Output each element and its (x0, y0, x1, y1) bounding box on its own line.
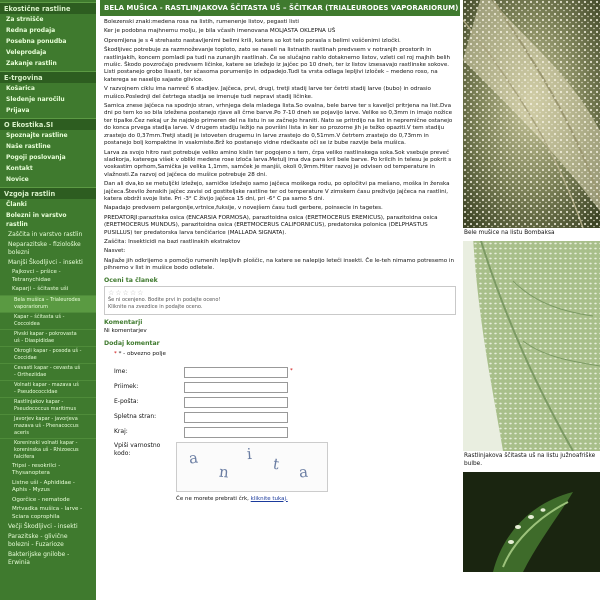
sidebar-leaf-active[interactable]: Bela mušica – Trialeurodes vaporariorum (0, 295, 96, 312)
article-paragraph: Škodljivec potrebuje za razmnoževanje toploto, zato se naseli na listnatih rastlinah predvsem v notranjih prostorih in rastlinjakih, koncem pomladi pa tudi na zunanjih rastlinah. Če se slučajno rahlo dotaknemo listov, vzleti cel roj majhih belih mušic. Škodo povzročajo predvsem ličinke, katere se izležejo iz jajčec po 10 dneh, ter iz listov izsesavajo rastlinske sokove. Listi postanejo grobo lisasti, ter sčasoma porumenijo in odpadejo.Tudi ta vrsta odlaga lepljivi izloček – medeno roso, na katerega se naselijo sajaste glivice. (104, 47, 451, 83)
name-input[interactable] (184, 367, 288, 378)
leaf-photo-image (463, 0, 600, 228)
article-paragraph: Najlaže jih odkrijemo s pomočjo rumenih lepljivih ploščic, na katere se nalepijo leteči insekti. Če le-teh nimamo potresemo in pihnemo v list in mušice bodo odletele. (104, 257, 455, 272)
article-paragraph: Ker je podobna majhnemu molju, je bila včasih imenovana MOLJASTA OKLEPNA UŠ (104, 28, 336, 35)
plant-bottom-photo (463, 472, 600, 572)
sidebar-section-title: Vzgoja rastlin (0, 187, 96, 199)
sidebar-section-title: E-trgovina (0, 71, 96, 83)
article-body (100, 16, 460, 503)
rating-text: Še ni ocenjeno. Bodite prvi in podajte oceno! (108, 297, 221, 303)
sidebar-subitem[interactable]: Bakterijske gnilobe - Erwinia (8, 551, 70, 566)
form-row (114, 380, 456, 395)
article-paragraph: V razvojnem ciklu ima namreč 6 stadijev. Jajčeca, prvi, drugi, tretji stadij larve ter četrti stadij larve (bubo) in odrasio mušico.Poslednji del četrtega stadija se imenuje tudi nepravi stadij ličinke. (104, 86, 431, 100)
plant-photo-image (463, 472, 600, 572)
sidebar-item[interactable]: Naše rastline (6, 143, 51, 150)
leaf-scale-photo-image (463, 241, 600, 451)
comments-heading: Komentarji (104, 319, 143, 326)
sidebar-item-contact[interactable]: Kontakt (6, 165, 33, 172)
captcha-letter: i (246, 444, 253, 463)
photo-column (463, 0, 600, 600)
main-content (100, 0, 460, 600)
article-paragraph: Opremljena je s 4 strehasto nastavljenimi belimi krili, katera so kot telo porasla s belimi voščenimi izločki. (104, 37, 401, 44)
website-label: Spletna stran: (114, 413, 157, 421)
scale-leaf-photo (463, 241, 600, 451)
city-input[interactable] (184, 427, 288, 438)
surname-label: Priimek: (114, 383, 139, 391)
captcha-label: Vpiši varnostno kodo: (114, 441, 161, 457)
required-asterisk: * (290, 368, 293, 375)
sidebar-subitem[interactable]: Zaščita in varstvo rastlin (8, 231, 83, 238)
sidebar-subsubitem[interactable]: Pajkovci – pršice - Tetranychidae (12, 269, 61, 283)
sidebar-item-articles[interactable]: Članki (6, 201, 27, 208)
email-input[interactable] (184, 397, 288, 408)
photo-caption: Bele mušice na listu Bombaksa (464, 230, 555, 236)
sidebar-leaf[interactable]: Rastlinjakov kapar - Pseudococcus maritimus (0, 397, 96, 414)
website-input[interactable] (184, 412, 288, 423)
sidebar-subitem[interactable]: Manjši Škodljivci - insekti (8, 259, 83, 266)
form-row (114, 410, 456, 425)
sidebar-subitem[interactable]: Neparazitske - fiziološke bolezni (8, 241, 81, 256)
sidebar-item-diseases[interactable]: Bolezni in varstvo rastlin (6, 212, 67, 228)
rating-stars[interactable]: ☆☆☆☆☆ (108, 289, 145, 297)
captcha-image (176, 442, 328, 492)
sidebar-leaf[interactable]: Volnati kapar - mazava uš - Pseudococcidae (0, 380, 96, 397)
photo-caption: Rastlinjakova ščitasta uš na listu južnoafriške bulbe. (464, 453, 596, 467)
sidebar-item[interactable]: Redna prodaja (6, 27, 56, 34)
sidebar-leaf[interactable]: Cevasti kapar - cevasta uš - Ortheziidae (0, 363, 96, 380)
form-row (114, 365, 456, 380)
sidebar-leaf[interactable]: Javorjev kapar - javorjeva mazava uš - Phenacoccus aceris (0, 414, 96, 438)
comments-empty: Ni komentarjev (104, 328, 147, 335)
sidebar-subitem[interactable]: Večji Škodljivci - insekti (8, 523, 78, 530)
sidebar-item[interactable]: Spoznajte rastline (6, 132, 68, 139)
page-title: BELA MUŠICA - RASTLINJAKOVA ŠČITASTA UŠ – ŠČITKAR (TRIALEURODES VAPORARIORUM) (100, 0, 460, 16)
sidebar-subsubitem[interactable]: Mrtvadka mušica - larve - Sciara coprophila (12, 506, 83, 520)
sidebar-item-login[interactable]: Prijava (6, 107, 30, 114)
captcha-letter: t (271, 454, 281, 474)
article-paragraph: Larva za svojo hitro rast potrebuje veliko amino kislin ter pogojeno s tem, črpa veliko rastlinskega soka.Sok vsebuje preveč sladkorja, katerega višek v obliki medene rose izloča larva.Metulj ima dva para kril bele barve. Po krilcih in telesu je pokrit s voskastim oprhom,Samička je velika 1,1mm, samček je manjši, okoli 0,9mm.Hiter razvoj je odvisen od temperature in vlažnosti.Za razvoj od jajčeca do mušice potrebuje 28 dni. (104, 149, 452, 178)
add-comment-heading: Dodaj komentar (104, 339, 160, 347)
sidebar-item-order-tracking[interactable]: Sledenje naročilu (6, 96, 65, 103)
whitefly-leaf-photo (463, 0, 600, 228)
form-row (114, 425, 456, 440)
name-label: Ime: (114, 368, 128, 376)
article-paragraph: PREDATORJI:parazitska osica (ENCARSIA FORMOSA), parazitoidna osica (ERETMOCERUS EREMICUS), parazitoidna osica (ERETMOCERUS MUNDUS), parazitoidna osica (ERETMOCERUS CALIFORNICUS), predatorska polonica (DELPHASTUS PUSILLUS) ter predatorska larva tenčičarice (MALLADA SIGNATA). (104, 214, 438, 236)
article-paragraph: Dan ali dva,ko se metuljčki izležejo, samičke izležejo samo jajčeca moškega rodu, po opločitvi pa mešano, moška in ženska jajčeca.Število ženskih jajčec zavisi od gostiteljske rastline ter od temperature V zimskem času preživijo jajčeca na rastlini, katera obdrži svoje liste. Pri -3° C živijo jajčeca 15 dni, pri -6° C pa samo 5 dni. (104, 181, 450, 202)
sidebar-item[interactable]: Posebna ponudba (6, 38, 67, 45)
sidebar-leaf[interactable]: Pivski kapar - pokrovasta uš - Diaspididae (0, 329, 96, 346)
sidebar-leaf[interactable]: Okrogli kapar - posoda uš - Coccidae (0, 346, 96, 363)
rating-box (104, 286, 456, 315)
sidebar-item-news[interactable]: Novice (6, 176, 29, 183)
captcha-help-text: Če ne morete prebrati črk, (176, 495, 249, 502)
sidebar-subsubitem[interactable]: Ogorčice - nematode (12, 496, 70, 503)
sidebar-subsubitem[interactable]: Kaparji – ščitaste uši (12, 286, 69, 292)
sidebar-item[interactable]: Pogoji poslovanja (6, 154, 66, 161)
sidebar-section-title: O Ekostika.SI (0, 118, 96, 130)
article-paragraph: Samica znese jajčeca na spodnjo stran, vrhnjega dela mladega lista.So ovalna, bele barve ter s kavelјci pritrjena na list.Dva dni po tem ko so bila izležena postanejo rjave ali črne barve.Po 7-10 dneh se pojavijo larve. Velike so 0,3mm in imajo nožice ter tipalke.Čez nekaj ur že najdejo primeren del na listu in se začnejo hraniti. Nato se pritrdijo na list in nepremične ostanejo do konca prvega stadija larve. V drugem stadiju ležijo na površini lista in ker so prozorne jih je težko opaziti.V tem stadiju zrastejo do 0,37mm.Tretji stadij je istoveten drugemu in larve zrastejo do 0,51mm.V četrtem zrastejo do 0,73mm in postanejo bolj kompaktne in vsakmiste.Brž ko postanejo vidne rdečkaste oči se iz bube razvije bela mušica. (104, 103, 453, 147)
rating-heading: Oceni ta članek (104, 276, 158, 284)
city-label: Kraj: (114, 428, 128, 436)
form-row (114, 395, 456, 410)
captcha-letter: n (218, 462, 230, 482)
sidebar-item[interactable]: Zakanje rastlin (6, 60, 57, 67)
article-paragraph: Nasvet: (104, 248, 126, 255)
sidebar-subitem[interactable]: Parazitske - glivične bolezni - Fuzarioze (8, 533, 68, 548)
article-paragraph: Zaščita: Insekticidi na bazi rastlinskih ekstraktov (104, 238, 241, 245)
captcha-refresh-link[interactable]: kliknite tukaj. (250, 495, 288, 502)
sidebar-leaf[interactable]: Koreninski volnati kapar - koreninska uš - Rhizoecus falcifera (0, 438, 96, 462)
sidebar-item-cart[interactable]: Košarica (6, 85, 35, 92)
sidebar-item[interactable]: Za strnišče (6, 16, 44, 23)
sidebar-subsubitem[interactable]: Listne uši - Aphididae - Aphis - Myzus (12, 479, 75, 493)
sidebar-section-title: Ekostične rastline (0, 2, 96, 14)
captcha-letter: a (187, 448, 200, 468)
rating-hint: Kliknite na zvezdice in podajte oceno. (108, 304, 203, 310)
sidebar-nav (0, 0, 96, 600)
sidebar-leaf[interactable]: Kapar – ščitasta uš - Coccoidea (0, 312, 96, 329)
sidebar-item[interactable]: Veleprodaja (6, 49, 47, 56)
captcha-letter: a (298, 462, 309, 482)
surname-input[interactable] (184, 382, 288, 393)
article-paragraph: Napadajo predvsem pelargonije,vrtnice,fuksije, v novejšem času tudi gerbere, poinsecie in tagetes. (104, 205, 383, 212)
required-note: * - obvezno polje (118, 351, 166, 358)
required-asterisk: * (114, 351, 117, 358)
email-label: E-pošta: (114, 398, 139, 406)
article-paragraph: Bolezenski znaki:medena rosa na listih, rumenenje listov, pegasti listi (104, 19, 299, 25)
sidebar-subsubitem[interactable]: Tripsi - resokrilci - Thysanoptera (12, 462, 61, 476)
